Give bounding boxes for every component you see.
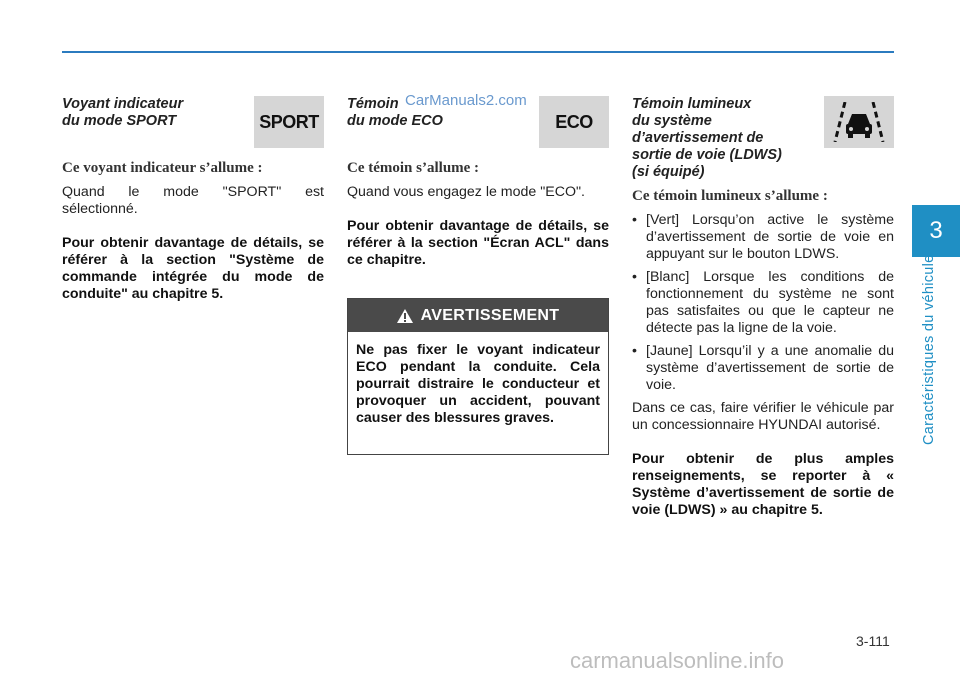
sport-header [62,96,324,160]
warning-title: AVERTISSEMENT [420,306,560,324]
ldws-bullet-list [632,212,894,394]
sport-more-info: Pour obtenir davantage de détails, se référer à la section "Système de commande intégrée du mode de conduite" au chapitre 5. [62,235,324,302]
sport-body: Quand le mode "SPORT" est sélectionné. [62,184,324,217]
ldws-title-line1: Témoin lumineux [632,96,752,112]
ldws-more-info: Pour obtenir de plus amples renseignements, se reporter à « Système d’avertissement de sortie de voie (LDWS) » au chapitre 5. [632,451,894,518]
eco-badge: ECO [539,96,609,148]
warning-box [347,298,609,455]
list-item: • [Blanc] Lorsque les conditions de fonctionnement du système ne sont pas satisfaites ou que le capteur ne détecte pas la ligne de la voie. [632,269,894,337]
sport-subheading: Ce voyant indicateur s’allume : [62,160,263,176]
sport-indicator-section [62,96,324,303]
eco-more-info: Pour obtenir davantage de détails, se référer à la section "Écran ACL" dans ce chapitre. [347,218,609,268]
eco-title-line1: Témoin [347,96,399,112]
ldws-title-line2: du système [632,113,712,129]
top-rule [62,51,894,53]
eco-subheading: Ce témoin s’allume : [347,160,480,176]
list-item: • [Vert] Lorsqu’on active le système d’avertissement de sortie de voie en appuyant sur le bouton LDWS. [632,212,894,263]
sport-title-line2: du mode SPORT [62,113,177,129]
watermark-top: CarManuals2.com [405,92,527,109]
warning-icon [397,309,413,323]
ldws-title-line5: (si équipé) [632,164,705,180]
eco-body: Quand vous engagez le mode "ECO". [347,184,586,200]
list-item: • [Jaune] Lorsqu’il y a une anomalie du système d’avertissement de sortie de voie. [632,343,894,394]
ldws-subheading: Ce témoin lumineux s’allume : [632,188,828,204]
warning-text: Ne pas fixer le voyant indicateur ECO pendant la conduite. Cela pourrait distraire le conducteur et provoquer un accident, pouvant causer des blessures graves. [356,342,600,426]
ldws-title-line3: d’avertissement de [632,130,764,146]
chapter-tab: 3 [912,205,960,257]
ldws-title-line4: sortie de voie (LDWS) [632,147,782,163]
eco-title-line2: du mode ECO [347,113,443,129]
ldws-body: Dans ce cas, faire vérifier le véhicule par un concessionnaire HYUNDAI autorisé. [632,400,894,433]
ldws-header [632,96,894,188]
ldws-badge [824,96,894,148]
watermark-bottom: carmanualsonline.info [570,648,785,673]
eco-indicator-section [347,96,609,269]
sport-badge: SPORT [254,96,324,148]
sport-title-line1: Voyant indicateur [62,96,184,112]
ldws-indicator-section [632,96,894,519]
warning-header [348,299,608,332]
page-number: 3-111 [856,633,890,649]
lane-departure-icon [833,102,885,142]
chapter-label: Caractéristiques du véhicule [921,254,937,445]
